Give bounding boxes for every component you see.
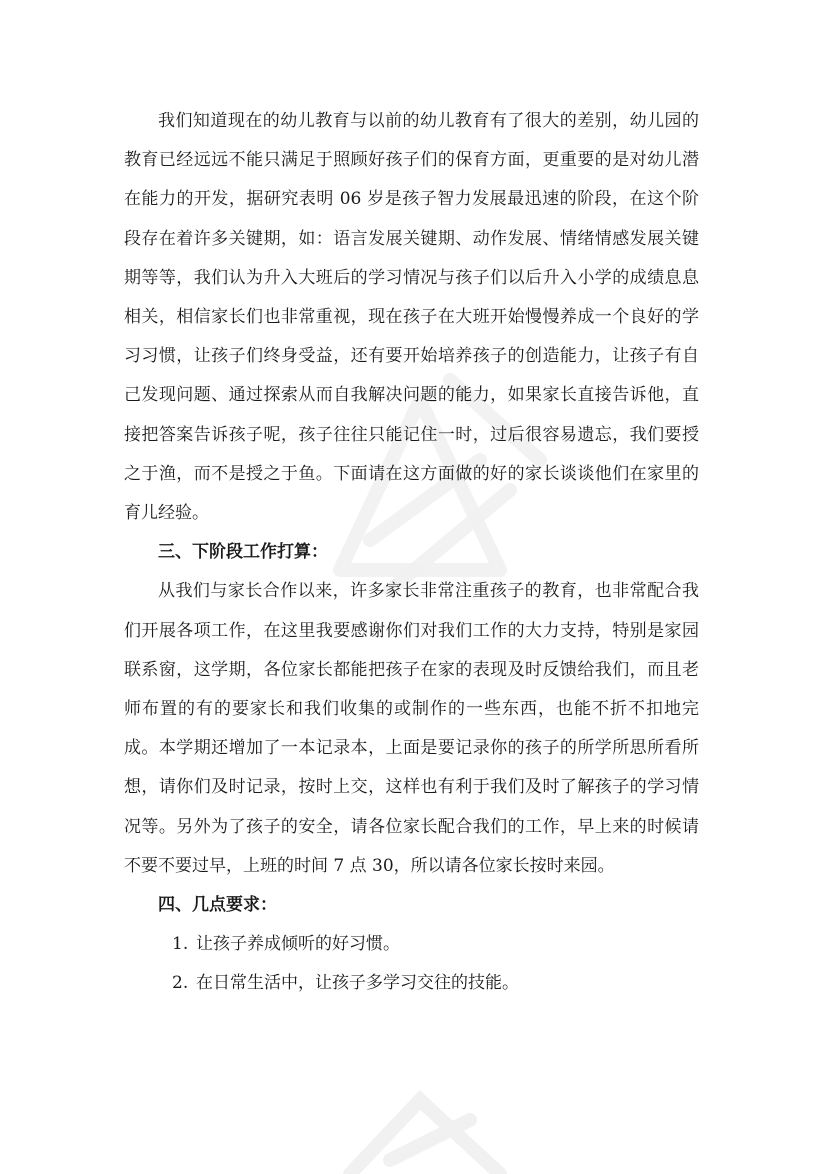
list-item-number: 1. bbox=[172, 934, 189, 955]
document-content bbox=[124, 102, 699, 1004]
list-item bbox=[124, 964, 699, 1003]
requirements-list bbox=[124, 925, 699, 1003]
cooperation-paragraph: 从我们与家长合作以来，许多家长非常注重孩子的教育，也非常配合我们开展各项工作，在这里我要感谢你们对我们工作的大力支持，特别是家园联系窗，这学期，各位家长都能把孩子在家的表现及时反馈给我们，而且老师布置的有的要家长和我们收集的或制作的一些东西，也能不折不扣地完成。本学期还增加了一本记录本，上面是要记录你的孩子的所学所思所看所想，请你们及时记录，按时上交，这样也有利于我们及时了解孩子的学习情况等。另外为了孩子的安全，请各位家长配合我们的工作，早上来的时候请不要不要过早，上班的时间 7 点 30，所以请各位家长按时来园。 bbox=[124, 581, 699, 876]
list-item bbox=[124, 925, 699, 964]
intro-paragraph: 我们知道现在的幼儿教育与以前的幼儿教育有了很大的差别，幼儿园的教育已经远远不能只满足于照顾好孩子们的保育方面，更重要的是对幼儿潜在能力的开发，据研究表明 06 岁是孩子智力发展最迅速的阶段，在这个阶段存在着许多关键期，如：语言发展关键期、动作发展、情绪情感发展关键期等等，我们认为升入大班后的学习情况与孩子们以后升入小学的成绩息息相关，相信家长们也非常重视，现在孩子在大班开始慢慢养成一个良好的学习习惯，让孩子们终身受益，还有要开始培养孩子的创造能力，让孩子有自己发现问题、通过探索从而自我解决问题的能力，如果家长直接告诉他，直接把答案告诉孩子呢，孩子往往只能记住一时，过后很容易遗忘，我们要授之于渔，而不是授之于鱼。下面请在这方面做的好的家长谈谈他们在家里的育儿经验。 bbox=[124, 111, 699, 524]
list-item-text: 在日常生活中，让孩子多学习交往的技能。 bbox=[196, 973, 519, 994]
section-heading-3: 三、下阶段工作打算： bbox=[158, 542, 328, 563]
list-item-text: 让孩子养成倾听的好习惯。 bbox=[196, 934, 400, 955]
section-heading-4: 四、几点要求： bbox=[158, 895, 277, 916]
watermark-bottom-icon bbox=[330, 1080, 530, 1174]
list-item-number: 2. bbox=[172, 973, 189, 994]
